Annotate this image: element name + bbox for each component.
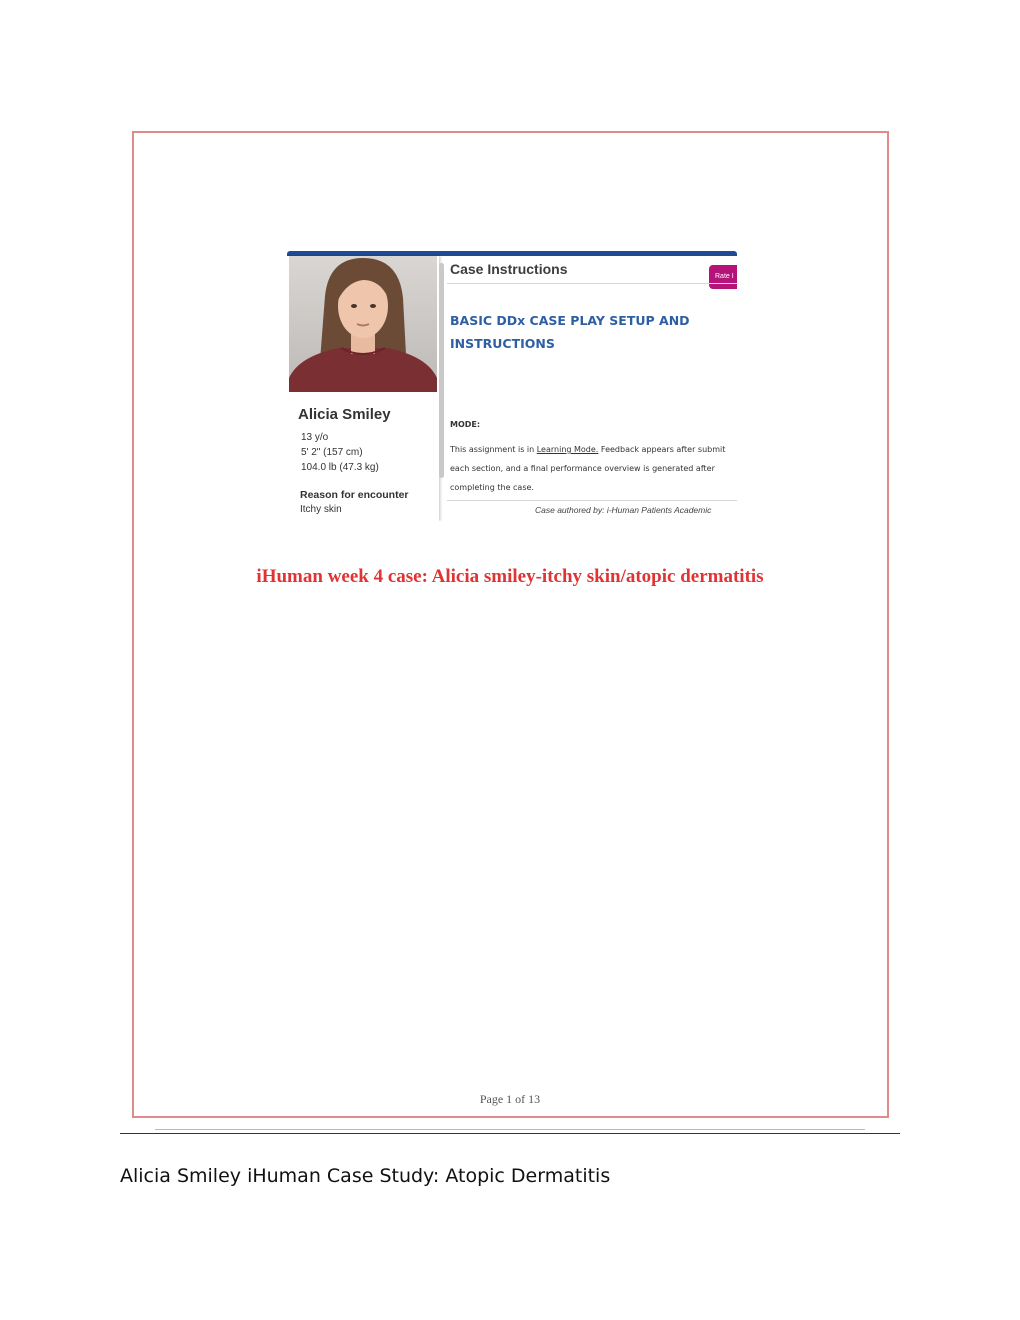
instructions-heading bbox=[450, 309, 710, 355]
mode-line-1 bbox=[450, 440, 737, 459]
patient-name: Alicia Smiley bbox=[298, 406, 391, 423]
mode-line-2: each section, and a final performance overview is generated after bbox=[450, 464, 715, 473]
page-number: Page 1 of 13 bbox=[479, 1092, 541, 1106]
patient-age: 13 y/o bbox=[301, 432, 329, 443]
divider bbox=[447, 283, 737, 284]
scrollbar[interactable] bbox=[439, 263, 444, 478]
patient-height: 5' 2" (157 cm) bbox=[301, 447, 363, 458]
divider bbox=[120, 1133, 900, 1134]
reason-label: Reason for encounter bbox=[300, 489, 409, 501]
instructions-panel bbox=[447, 256, 737, 521]
divider bbox=[155, 1129, 865, 1130]
case-author: Case authored by: i-Human Patients Academic bbox=[535, 505, 712, 515]
mode-text-pre: This assignment is in bbox=[450, 445, 537, 454]
divider bbox=[447, 500, 737, 501]
mode-line-3: completing the case. bbox=[450, 483, 534, 492]
reason-value: Itchy skin bbox=[300, 504, 342, 515]
patient-weight: 104.0 lb (47.3 kg) bbox=[301, 462, 379, 473]
patient-panel bbox=[287, 256, 439, 521]
mode-text bbox=[450, 440, 737, 497]
patient-photo bbox=[289, 256, 437, 392]
rate-button[interactable]: Rate I bbox=[709, 265, 737, 289]
figure-caption: iHuman week 4 case: Alicia smiley-itchy skin/atopic dermatitis bbox=[256, 566, 764, 587]
case-screenshot bbox=[287, 251, 737, 521]
document-title: Alicia Smiley iHuman Case Study: Atopic Dermatitis bbox=[120, 1165, 611, 1187]
case-instructions-title: Case Instructions bbox=[450, 261, 568, 277]
instructions-heading-line-2: INSTRUCTIONS bbox=[450, 336, 555, 351]
instructions-heading-line-1: BASIC DDx CASE PLAY SETUP AND bbox=[450, 313, 690, 328]
mode-text-post: Feedback appears after submit bbox=[598, 445, 726, 454]
learning-mode-link[interactable]: Learning Mode. bbox=[536, 445, 599, 454]
mode-label: MODE: bbox=[450, 420, 481, 429]
